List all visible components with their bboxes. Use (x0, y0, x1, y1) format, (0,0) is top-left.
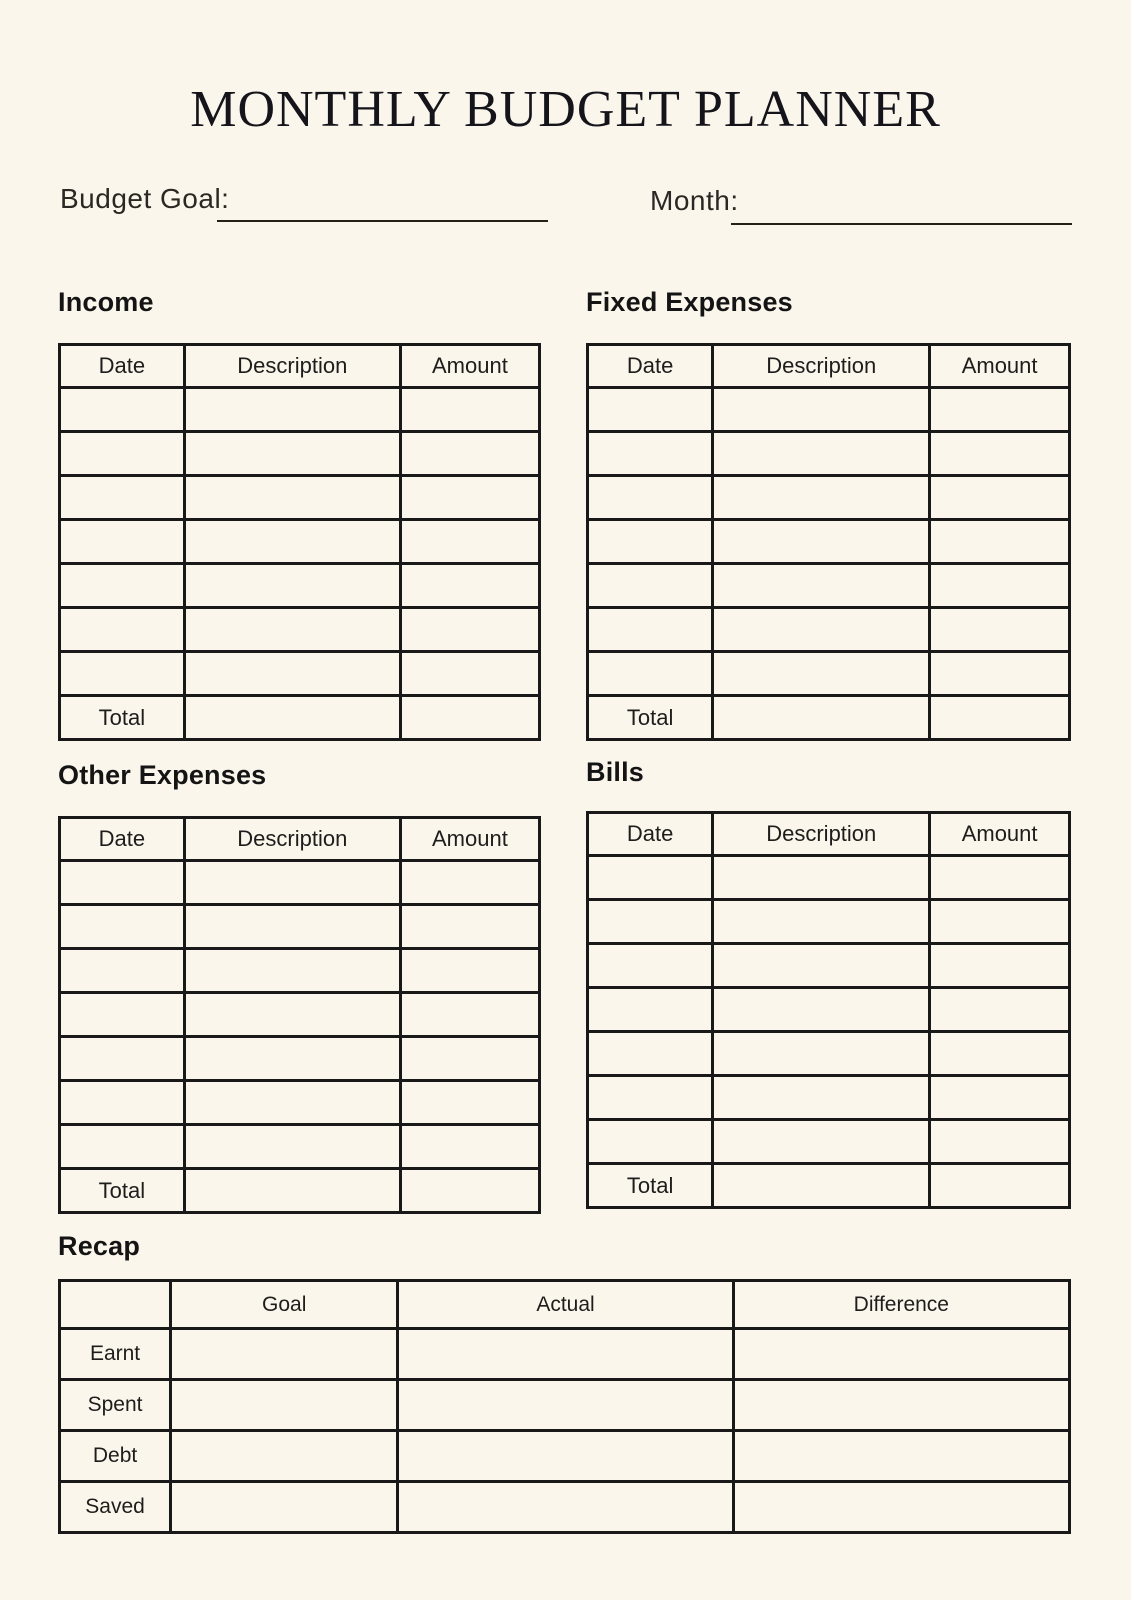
empty-cell[interactable] (588, 608, 713, 652)
empty-row (60, 476, 540, 520)
column-header-difference: Difference (733, 1281, 1069, 1329)
empty-cell[interactable] (930, 608, 1070, 652)
empty-cell[interactable] (400, 861, 539, 905)
empty-row (60, 993, 540, 1037)
empty-cell[interactable] (713, 988, 930, 1032)
empty-cell[interactable] (588, 856, 713, 900)
total-label: Total (60, 1169, 185, 1213)
empty-row (60, 1037, 540, 1081)
empty-cell[interactable] (930, 520, 1070, 564)
empty-cell[interactable] (713, 388, 930, 432)
empty-cell[interactable] (713, 1120, 930, 1164)
column-header-description: Description (184, 818, 400, 861)
empty-cell[interactable] (930, 388, 1070, 432)
total-row (60, 1169, 540, 1213)
empty-row (60, 861, 540, 905)
empty-cell[interactable] (930, 1032, 1070, 1076)
budget-goal-input-line[interactable] (217, 220, 548, 222)
recap-row (60, 1431, 1070, 1482)
empty-cell[interactable] (713, 564, 930, 608)
income-table (58, 343, 541, 741)
empty-cell[interactable] (184, 564, 400, 608)
column-header-date: Date (588, 813, 713, 856)
empty-row (588, 1032, 1070, 1076)
empty-cell[interactable] (588, 1076, 713, 1120)
empty-cell[interactable] (713, 696, 930, 740)
empty-cell[interactable] (184, 861, 400, 905)
total-label: Total (588, 1164, 713, 1208)
empty-cell[interactable] (400, 905, 539, 949)
empty-row (60, 564, 540, 608)
empty-cell[interactable] (60, 520, 185, 564)
column-header-date: Date (60, 818, 185, 861)
empty-cell[interactable] (400, 1037, 539, 1081)
empty-cell[interactable] (930, 432, 1070, 476)
empty-cell[interactable] (930, 476, 1070, 520)
empty-row (60, 388, 540, 432)
empty-cell[interactable] (60, 993, 185, 1037)
empty-cell[interactable] (930, 944, 1070, 988)
empty-cell[interactable] (713, 432, 930, 476)
empty-cell[interactable] (713, 1032, 930, 1076)
empty-cell[interactable] (930, 564, 1070, 608)
empty-cell[interactable] (398, 1482, 733, 1533)
empty-row (588, 476, 1070, 520)
other-expenses-table (58, 816, 541, 1214)
empty-cell[interactable] (733, 1482, 1069, 1533)
empty-cell[interactable] (588, 1120, 713, 1164)
empty-cell[interactable] (733, 1329, 1069, 1380)
column-header-goal: Goal (171, 1281, 398, 1329)
empty-row (588, 900, 1070, 944)
empty-cell[interactable] (400, 949, 539, 993)
empty-cell[interactable] (184, 388, 400, 432)
empty-cell[interactable] (400, 1081, 539, 1125)
empty-cell[interactable] (184, 1081, 400, 1125)
empty-cell[interactable] (184, 905, 400, 949)
bills-table (586, 811, 1071, 1209)
empty-cell[interactable] (930, 856, 1070, 900)
empty-cell[interactable] (930, 900, 1070, 944)
recap-row-label: Debt (60, 1431, 171, 1482)
empty-cell[interactable] (400, 564, 539, 608)
empty-cell[interactable] (60, 476, 185, 520)
empty-cell[interactable] (930, 1120, 1070, 1164)
column-header-amount: Amount (930, 813, 1070, 856)
empty-cell[interactable] (60, 432, 185, 476)
empty-cell[interactable] (184, 652, 400, 696)
empty-row (60, 608, 540, 652)
total-row (60, 696, 540, 740)
empty-row (60, 432, 540, 476)
empty-row (60, 905, 540, 949)
empty-cell[interactable] (713, 900, 930, 944)
empty-row (588, 1120, 1070, 1164)
empty-cell[interactable] (184, 1169, 400, 1213)
empty-cell[interactable] (588, 900, 713, 944)
empty-cell[interactable] (400, 993, 539, 1037)
empty-row (588, 388, 1070, 432)
empty-cell[interactable] (713, 520, 930, 564)
recap-row-label: Earnt (60, 1329, 171, 1380)
empty-row (588, 988, 1070, 1032)
section-title-fixed-expenses: Fixed Expenses (586, 287, 793, 317)
empty-cell[interactable] (171, 1329, 398, 1380)
empty-cell[interactable] (60, 388, 185, 432)
empty-cell[interactable] (60, 608, 185, 652)
empty-row (588, 944, 1070, 988)
column-header-description: Description (713, 345, 930, 388)
empty-cell[interactable] (400, 520, 539, 564)
header-row (60, 818, 540, 861)
column-header-amount: Amount (930, 345, 1070, 388)
empty-row (60, 949, 540, 993)
empty-cell[interactable] (400, 1169, 539, 1213)
empty-cell[interactable] (400, 696, 539, 740)
empty-cell[interactable] (60, 949, 185, 993)
empty-cell[interactable] (400, 432, 539, 476)
empty-row (588, 432, 1070, 476)
recap-row (60, 1380, 1070, 1431)
empty-cell[interactable] (184, 949, 400, 993)
empty-cell[interactable] (398, 1329, 733, 1380)
empty-row (588, 520, 1070, 564)
empty-cell[interactable] (171, 1431, 398, 1482)
empty-cell[interactable] (60, 1125, 185, 1169)
column-header-description: Description (184, 345, 400, 388)
month-label: Month: (650, 185, 739, 216)
empty-cell[interactable] (588, 564, 713, 608)
header-row (588, 345, 1070, 388)
empty-cell[interactable] (60, 564, 185, 608)
fixed-expenses-table (586, 343, 1071, 741)
section-title-recap: Recap (58, 1231, 141, 1261)
empty-cell[interactable] (184, 1125, 400, 1169)
budget-goal-label: Budget Goal: (60, 183, 230, 214)
empty-cell[interactable] (400, 652, 539, 696)
empty-cell[interactable] (398, 1431, 733, 1482)
empty-cell[interactable] (400, 388, 539, 432)
empty-cell[interactable] (398, 1380, 733, 1431)
empty-cell[interactable] (713, 1076, 930, 1120)
column-header-date: Date (60, 345, 185, 388)
empty-cell[interactable] (60, 861, 185, 905)
empty-cell[interactable] (930, 1076, 1070, 1120)
column-header-date: Date (588, 345, 713, 388)
empty-cell[interactable] (184, 1037, 400, 1081)
empty-cell[interactable] (733, 1380, 1069, 1431)
empty-cell[interactable] (184, 520, 400, 564)
empty-cell[interactable] (733, 1431, 1069, 1482)
recap-table (58, 1279, 1071, 1534)
empty-cell[interactable] (588, 520, 713, 564)
empty-cell[interactable] (713, 856, 930, 900)
empty-row (588, 652, 1070, 696)
empty-row (60, 520, 540, 564)
empty-cell[interactable] (400, 608, 539, 652)
empty-cell[interactable] (930, 652, 1070, 696)
empty-cell[interactable] (184, 608, 400, 652)
column-header-description: Description (713, 813, 930, 856)
section-title-income: Income (58, 287, 154, 317)
empty-cell[interactable] (713, 944, 930, 988)
empty-cell[interactable] (184, 476, 400, 520)
empty-row (588, 564, 1070, 608)
empty-row (60, 652, 540, 696)
recap-row-label: Spent (60, 1380, 171, 1431)
empty-cell[interactable] (60, 905, 185, 949)
empty-cell[interactable] (713, 1164, 930, 1208)
header-row (60, 1281, 1070, 1329)
empty-cell[interactable] (60, 1081, 185, 1125)
section-title-bills: Bills (586, 757, 645, 787)
empty-row (60, 1081, 540, 1125)
column-header-amount: Amount (400, 818, 539, 861)
empty-cell[interactable] (400, 476, 539, 520)
empty-row (588, 608, 1070, 652)
empty-cell[interactable] (184, 993, 400, 1037)
recap-row (60, 1329, 1070, 1380)
empty-cell[interactable] (60, 1037, 185, 1081)
empty-cell[interactable] (713, 608, 930, 652)
empty-cell[interactable] (930, 1164, 1070, 1208)
column-header-actual: Actual (398, 1281, 733, 1329)
total-row (588, 1164, 1070, 1208)
total-label: Total (60, 696, 185, 740)
recap-row (60, 1482, 1070, 1533)
empty-cell[interactable] (713, 652, 930, 696)
empty-row (588, 856, 1070, 900)
empty-cell[interactable] (588, 652, 713, 696)
empty-row (588, 1076, 1070, 1120)
empty-cell[interactable] (184, 432, 400, 476)
recap-row-label: Saved (60, 1482, 171, 1533)
empty-cell[interactable] (184, 696, 400, 740)
page-title: MONTHLY BUDGET PLANNER (190, 81, 941, 138)
empty-cell[interactable] (930, 988, 1070, 1032)
empty-cell[interactable] (588, 944, 713, 988)
section-title-other-expenses: Other Expenses (58, 760, 267, 790)
empty-cell[interactable] (588, 988, 713, 1032)
empty-cell[interactable] (588, 1032, 713, 1076)
empty-cell[interactable] (713, 476, 930, 520)
column-header-amount: Amount (400, 345, 539, 388)
header-row (588, 813, 1070, 856)
empty-cell[interactable] (171, 1380, 398, 1431)
empty-cell[interactable] (588, 476, 713, 520)
month-input-line[interactable] (731, 223, 1072, 225)
empty-row (60, 1125, 540, 1169)
empty-cell[interactable] (171, 1482, 398, 1533)
total-label: Total (588, 696, 713, 740)
header-row (60, 345, 540, 388)
recap-corner-cell (60, 1281, 171, 1329)
total-row (588, 696, 1070, 740)
empty-cell[interactable] (400, 1125, 539, 1169)
empty-cell[interactable] (588, 432, 713, 476)
empty-cell[interactable] (60, 652, 185, 696)
empty-cell[interactable] (930, 696, 1070, 740)
empty-cell[interactable] (588, 388, 713, 432)
